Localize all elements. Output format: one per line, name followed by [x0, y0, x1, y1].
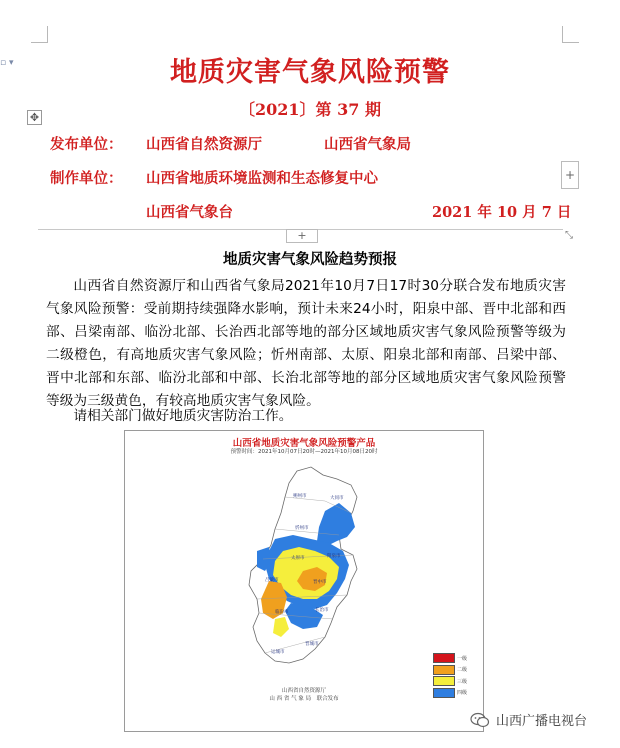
- map-footer-line: 山 西 省 气 象 局 联合发布: [269, 696, 339, 702]
- issuer-2: 山西省气象局: [324, 136, 411, 153]
- city-label: 忻州市: [295, 526, 309, 531]
- city-label: 阳泉市: [327, 554, 341, 559]
- issue-date: 2021 年 10 月 7 日: [432, 204, 572, 221]
- legend-swatch: [433, 653, 455, 663]
- map-time: 预警时间：2021年10月07日20时—2021年10月08日20时: [230, 449, 378, 455]
- body-paragraph: 山西省自然资源厅和山西省气象局2021年10月7日17时30分联合发布地质灾害气象风险预警：受前期持续强降水影响，预计未来24小时，阳泉中部、晋中北部和西部、吕梁南部、临汾北部、长治西北部等地的部分区域地质灾害气象风险预警等级为二级橙色，有高地质灾害气象风险；忻州南部、太原、阳泉北部和南部、吕梁中部、晋中北部和东部、临汾北部和中部、长治北部等地的部分区域地质灾害气象风险预警等级为三级黄色，有较高地质灾害气象风险。: [46, 278, 566, 409]
- legend-swatch: [433, 676, 455, 686]
- page-corner-mark: [31, 26, 48, 43]
- legend-item: [433, 665, 467, 675]
- city-label: 临汾市: [275, 610, 289, 615]
- city-label: 晋城市: [305, 642, 319, 647]
- issuer-1: 山西省自然资源厅: [146, 136, 262, 153]
- add-row-button[interactable]: +: [286, 229, 318, 243]
- issuer-label: 发布单位：: [50, 136, 123, 153]
- city-label: 吕梁市: [265, 578, 279, 583]
- watermark: [470, 710, 587, 729]
- legend-item: [433, 653, 467, 663]
- legend-swatch: [433, 665, 455, 675]
- legend-label: 三级: [457, 678, 468, 685]
- city-label: 朔州市: [293, 494, 307, 499]
- table-move-handle-icon[interactable]: ✥: [27, 110, 42, 125]
- add-column-button[interactable]: +: [561, 161, 579, 189]
- map-footer: [125, 687, 483, 703]
- issue-number: 〔2021〕第 37 期: [239, 100, 381, 119]
- section-subtitle: 地质灾害气象风险趋势预报: [223, 251, 397, 268]
- legend-label: 二级: [457, 667, 468, 673]
- watermark-text: 山西广播电视台: [496, 714, 588, 729]
- side-toolbar-icon[interactable]: ▫ ▾: [0, 58, 14, 68]
- document-title: 地质灾害气象风险预警: [170, 57, 450, 88]
- city-label: 太原市: [291, 556, 305, 561]
- shanxi-map: [125, 431, 483, 731]
- city-label: 大同市: [330, 496, 344, 501]
- producer-1: 山西省地质环境监测和生态修复中心: [146, 170, 378, 187]
- city-label: 运城市: [271, 650, 285, 655]
- legend-label: 一级: [457, 655, 468, 662]
- wechat-icon: [470, 712, 490, 728]
- body-paragraph: 请相关部门做好地质灾害防治工作。: [73, 408, 293, 424]
- warning-map-figure: [124, 430, 484, 732]
- map-footer-line: 山西省自然资源厅: [281, 688, 326, 694]
- legend-label: 四级: [457, 690, 468, 696]
- city-label: 长治市: [315, 608, 329, 613]
- resize-handle-icon[interactable]: ⤡: [565, 230, 573, 241]
- producer-label: 制作单位：: [50, 170, 123, 187]
- page-corner-mark: [562, 26, 579, 43]
- city-label: 晋中市: [313, 580, 327, 585]
- map-title: 山西省地质灾害气象风险预警产品: [232, 438, 376, 449]
- producer-2: 山西省气象台: [146, 204, 233, 221]
- legend-item: [433, 676, 467, 686]
